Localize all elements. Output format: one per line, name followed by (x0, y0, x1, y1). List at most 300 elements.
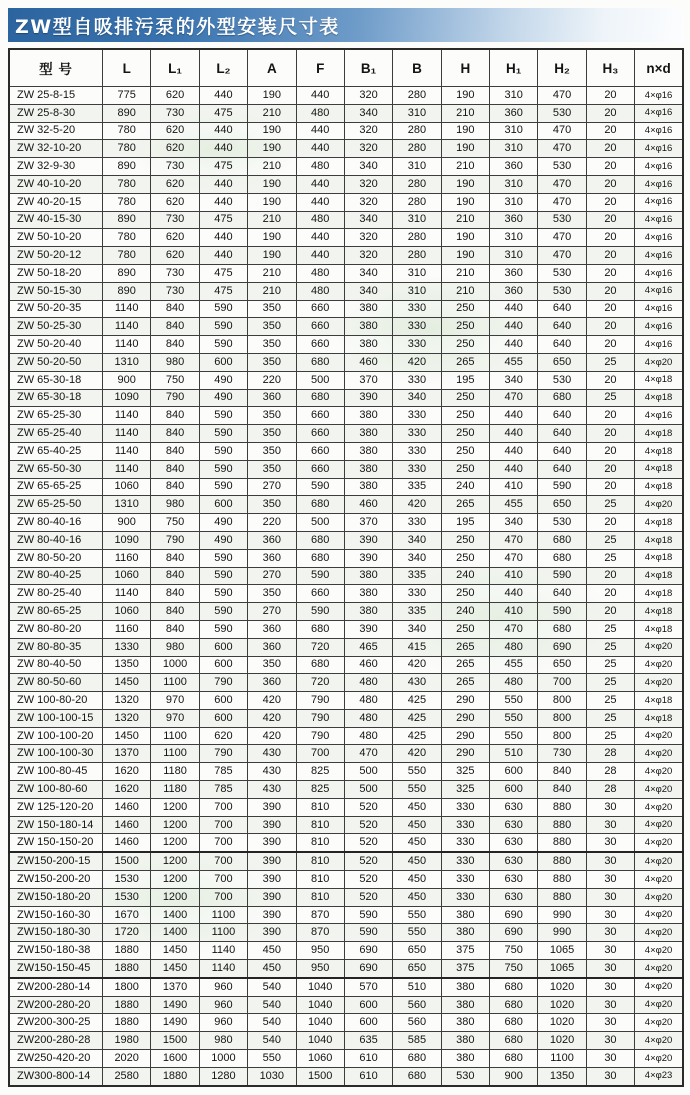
cell-value: 440 (199, 122, 247, 140)
cell-value: 310 (393, 104, 441, 122)
cell-value: 280 (393, 229, 441, 247)
cell-value: 630 (490, 852, 538, 870)
cell-value: 890 (103, 104, 151, 122)
cell-value: 455 (490, 496, 538, 514)
cell-value: 250 (441, 585, 489, 603)
cell-value: 25 (586, 674, 634, 692)
cell-value: 1000 (199, 1050, 247, 1068)
cell-value: 290 (441, 745, 489, 763)
cell-value: 4×φ18 (635, 531, 683, 549)
cell-value: 30 (586, 906, 634, 924)
cell-value: 320 (344, 140, 392, 158)
cell-value: 190 (248, 229, 296, 247)
cell-value: 190 (248, 122, 296, 140)
cell-value: 980 (151, 638, 199, 656)
cell-value: 540 (248, 1014, 296, 1032)
cell-value: 880 (538, 871, 586, 889)
cell-value: 470 (490, 549, 538, 567)
cell-model: ZW 65-30-18 (9, 371, 103, 389)
cell-value: 330 (441, 888, 489, 906)
cell-value: 1500 (151, 1032, 199, 1050)
cell-value: 455 (490, 656, 538, 674)
cell-value: 590 (538, 603, 586, 621)
cell-model: ZW 32-10-20 (9, 140, 103, 158)
cell-value: 415 (393, 638, 441, 656)
cell-value: 700 (199, 888, 247, 906)
cell-value: 500 (344, 763, 392, 781)
cell-value: 680 (538, 620, 586, 638)
cell-value: 680 (538, 549, 586, 567)
cell-value: 840 (151, 336, 199, 354)
cell-value: 25 (586, 531, 634, 549)
cell-value: 690 (538, 638, 586, 656)
cell-value: 490 (199, 389, 247, 407)
cell-value: 270 (248, 567, 296, 585)
cell-value: 1460 (103, 816, 151, 834)
cell-value: 430 (248, 763, 296, 781)
cell-value: 190 (441, 229, 489, 247)
table-row (9, 425, 683, 443)
cell-value: 540 (248, 1032, 296, 1050)
cell-model: ZW 80-40-16 (9, 531, 103, 549)
cell-value: 25 (586, 692, 634, 710)
cell-value: 960 (199, 996, 247, 1014)
cell-value: 800 (538, 709, 586, 727)
cell-value: 250 (441, 318, 489, 336)
cell-value: 780 (103, 247, 151, 265)
cell-value: 4×φ20 (635, 852, 683, 870)
cell-model: ZW 65-25-40 (9, 425, 103, 443)
cell-value: 360 (490, 282, 538, 300)
cell-value: 390 (248, 906, 296, 924)
cell-value: 475 (199, 211, 247, 229)
cell-value: 480 (344, 674, 392, 692)
table-row (9, 996, 683, 1014)
cell-value: 390 (248, 871, 296, 889)
cell-value: 550 (248, 1050, 296, 1068)
table-row (9, 763, 683, 781)
cell-value: 4×φ20 (635, 1014, 683, 1032)
cell-value: 250 (441, 460, 489, 478)
cell-value: 2020 (103, 1050, 151, 1068)
cell-value: 1140 (103, 442, 151, 460)
table-row (9, 229, 683, 247)
cell-value: 880 (538, 834, 586, 852)
cell-value: 560 (393, 1014, 441, 1032)
cell-value: 330 (393, 514, 441, 532)
cell-value: 950 (296, 942, 344, 960)
cell-model: ZW300-800-14 (9, 1067, 103, 1085)
table-row (9, 638, 683, 656)
table-row (9, 336, 683, 354)
cell-value: 730 (538, 745, 586, 763)
cell-value: 380 (441, 1032, 489, 1050)
cell-value: 335 (393, 603, 441, 621)
table-row (9, 300, 683, 318)
cell-value: 425 (393, 727, 441, 745)
cell-value: 620 (151, 229, 199, 247)
cell-value: 780 (103, 122, 151, 140)
cell-value: 750 (490, 960, 538, 978)
cell-value: 240 (441, 603, 489, 621)
cell-value: 4×φ18 (635, 442, 683, 460)
cell-value: 1100 (199, 924, 247, 942)
cell-value: 20 (586, 193, 634, 211)
cell-value: 840 (538, 763, 586, 781)
cell-value: 790 (296, 727, 344, 745)
cell-value: 660 (296, 425, 344, 443)
table-row (9, 656, 683, 674)
cell-value: 350 (248, 585, 296, 603)
cell-value: 20 (586, 425, 634, 443)
cell-value: 840 (151, 407, 199, 425)
cell-value: 440 (296, 229, 344, 247)
cell-value: 420 (248, 727, 296, 745)
cell-value: 440 (199, 140, 247, 158)
cell-value: 480 (296, 104, 344, 122)
cell-value: 590 (199, 425, 247, 443)
cell-value: 450 (393, 816, 441, 834)
cell-value: 1800 (103, 978, 151, 996)
cell-value: 640 (538, 407, 586, 425)
cell-value: 1020 (538, 1032, 586, 1050)
cell-value: 1100 (151, 674, 199, 692)
cell-value: 470 (538, 122, 586, 140)
cell-model: ZW250-420-20 (9, 1050, 103, 1068)
cell-value: 4×φ20 (635, 906, 683, 924)
cell-value: 350 (248, 442, 296, 460)
cell-value: 840 (151, 549, 199, 567)
cell-value: 360 (248, 389, 296, 407)
cell-value: 690 (344, 960, 392, 978)
cell-value: 1490 (151, 1014, 199, 1032)
cell-value: 680 (296, 620, 344, 638)
cell-value: 470 (490, 389, 538, 407)
cell-value: 30 (586, 888, 634, 906)
cell-value: 730 (151, 264, 199, 282)
cell-value: 1200 (151, 888, 199, 906)
table-row (9, 871, 683, 889)
cell-value: 265 (441, 674, 489, 692)
cell-value: 390 (344, 620, 392, 638)
cell-value: 1530 (103, 871, 151, 889)
cell-value: 590 (296, 603, 344, 621)
cell-value: 25 (586, 549, 634, 567)
cell-value: 540 (248, 978, 296, 996)
cell-value: 20 (586, 175, 634, 193)
cell-value: 520 (344, 852, 392, 870)
cell-value: 700 (199, 798, 247, 816)
cell-value: 680 (393, 1050, 441, 1068)
cell-value: 480 (296, 158, 344, 176)
cell-value: 840 (151, 603, 199, 621)
cell-value: 610 (344, 1050, 392, 1068)
cell-value: 460 (344, 496, 392, 514)
cell-value: 390 (248, 924, 296, 942)
cell-value: 4×φ16 (635, 229, 683, 247)
cell-value: 1100 (199, 906, 247, 924)
cell-model: ZW 100-80-45 (9, 763, 103, 781)
cell-value: 1200 (151, 798, 199, 816)
cell-value: 20 (586, 140, 634, 158)
cell-value: 475 (199, 264, 247, 282)
cell-value: 4×φ20 (635, 727, 683, 745)
cell-value: 440 (296, 247, 344, 265)
cell-value: 30 (586, 816, 634, 834)
cell-value: 420 (393, 496, 441, 514)
cell-value: 380 (344, 567, 392, 585)
table-row (9, 87, 683, 105)
cell-value: 840 (151, 460, 199, 478)
cell-model: ZW 100-100-15 (9, 709, 103, 727)
cell-value: 590 (199, 460, 247, 478)
cell-value: 335 (393, 567, 441, 585)
cell-value: 530 (538, 264, 586, 282)
cell-value: 4×φ18 (635, 460, 683, 478)
cell-value: 330 (393, 371, 441, 389)
cell-value: 310 (393, 282, 441, 300)
cell-value: 650 (538, 353, 586, 371)
cell-value: 790 (296, 709, 344, 727)
cell-value: 1620 (103, 781, 151, 799)
cell-value: 810 (296, 834, 344, 852)
table-row (9, 692, 683, 710)
cell-value: 210 (248, 104, 296, 122)
cell-value: 520 (344, 834, 392, 852)
cell-value: 870 (296, 924, 344, 942)
cell-value: 530 (538, 282, 586, 300)
cell-value: 325 (441, 763, 489, 781)
cell-value: 1030 (248, 1067, 296, 1085)
cell-value: 590 (199, 407, 247, 425)
cell-value: 340 (490, 371, 538, 389)
cell-value: 340 (490, 514, 538, 532)
cell-value: 840 (151, 567, 199, 585)
cell-value: 190 (248, 87, 296, 105)
cell-value: 210 (248, 211, 296, 229)
cell-value: 290 (441, 692, 489, 710)
cell-value: 600 (199, 496, 247, 514)
cell-value: 1460 (103, 798, 151, 816)
cell-value: 470 (490, 531, 538, 549)
cell-value: 350 (248, 300, 296, 318)
cell-value: 520 (344, 798, 392, 816)
cell-value: 1500 (296, 1067, 344, 1085)
cell-value: 380 (344, 425, 392, 443)
cell-value: 25 (586, 656, 634, 674)
cell-value: 190 (441, 175, 489, 193)
cell-value: 520 (344, 871, 392, 889)
cell-value: 310 (393, 158, 441, 176)
cell-value: 350 (248, 336, 296, 354)
cell-value: 4×φ16 (635, 158, 683, 176)
table-row (9, 960, 683, 978)
cell-value: 1330 (103, 638, 151, 656)
cell-value: 690 (490, 924, 538, 942)
cell-value: 440 (199, 247, 247, 265)
cell-value: 440 (199, 193, 247, 211)
cell-value: 680 (490, 1050, 538, 1068)
cell-model: ZW 100-100-20 (9, 727, 103, 745)
cell-value: 340 (393, 620, 441, 638)
cell-value: 20 (586, 603, 634, 621)
cell-value: 550 (490, 709, 538, 727)
cell-value: 330 (393, 425, 441, 443)
cell-value: 430 (248, 745, 296, 763)
cell-value: 380 (441, 1050, 489, 1068)
cell-value: 630 (490, 888, 538, 906)
cell-value: 490 (199, 514, 247, 532)
cell-model: ZW200-280-20 (9, 996, 103, 1014)
cell-value: 20 (586, 264, 634, 282)
cell-value: 640 (538, 442, 586, 460)
cell-value: 360 (490, 104, 538, 122)
cell-value: 590 (199, 442, 247, 460)
cell-value: 220 (248, 514, 296, 532)
cell-value: 970 (151, 709, 199, 727)
cell-value: 620 (151, 247, 199, 265)
cell-value: 590 (199, 603, 247, 621)
cell-value: 20 (586, 442, 634, 460)
column-header-model: 型 号 (9, 49, 103, 87)
cell-value: 520 (344, 816, 392, 834)
cell-value: 310 (490, 122, 538, 140)
cell-value: 750 (151, 371, 199, 389)
column-header-dim: B₁ (344, 49, 392, 87)
cell-value: 785 (199, 763, 247, 781)
cell-value: 1880 (103, 942, 151, 960)
cell-value: 790 (296, 692, 344, 710)
cell-value: 480 (296, 282, 344, 300)
table-row (9, 798, 683, 816)
cell-value: 550 (393, 763, 441, 781)
cell-value: 1140 (199, 960, 247, 978)
cell-value: 1880 (103, 996, 151, 1014)
cell-value: 210 (441, 282, 489, 300)
cell-value: 390 (248, 834, 296, 852)
cell-value: 4×φ16 (635, 211, 683, 229)
cell-value: 1065 (538, 942, 586, 960)
cell-value: 380 (344, 407, 392, 425)
cell-value: 700 (199, 816, 247, 834)
cell-value: 340 (344, 211, 392, 229)
cell-value: 440 (296, 193, 344, 211)
cell-value: 330 (393, 300, 441, 318)
cell-value: 800 (538, 727, 586, 745)
cell-value: 380 (344, 318, 392, 336)
cell-value: 4×φ18 (635, 709, 683, 727)
cell-value: 620 (151, 122, 199, 140)
cell-value: 30 (586, 1014, 634, 1032)
cell-value: 600 (199, 353, 247, 371)
cell-value: 700 (199, 852, 247, 870)
cell-value: 250 (441, 425, 489, 443)
cell-value: 4×φ20 (635, 924, 683, 942)
cell-model: ZW 80-50-20 (9, 549, 103, 567)
cell-value: 360 (490, 264, 538, 282)
table-head (9, 49, 683, 87)
cell-value: 455 (490, 353, 538, 371)
cell-value: 470 (538, 229, 586, 247)
cell-value: 440 (199, 175, 247, 193)
cell-value: 1040 (296, 1014, 344, 1032)
cell-value: 320 (344, 122, 392, 140)
table-row (9, 496, 683, 514)
cell-value: 330 (441, 816, 489, 834)
cell-value: 4×φ18 (635, 371, 683, 389)
cell-value: 1670 (103, 906, 151, 924)
table-row (9, 834, 683, 852)
cell-value: 410 (490, 603, 538, 621)
cell-value: 750 (151, 514, 199, 532)
cell-value: 950 (296, 960, 344, 978)
cell-value: 1140 (103, 336, 151, 354)
cell-value: 20 (586, 247, 634, 265)
cell-value: 430 (393, 674, 441, 692)
cell-value: 640 (538, 300, 586, 318)
cell-value: 470 (538, 247, 586, 265)
table-row (9, 442, 683, 460)
column-header-dim: H₃ (586, 49, 634, 87)
cell-value: 340 (393, 549, 441, 567)
cell-value: 4×φ20 (635, 798, 683, 816)
cell-value: 280 (393, 122, 441, 140)
cell-value: 730 (151, 104, 199, 122)
cell-value: 340 (344, 104, 392, 122)
cell-value: 630 (490, 816, 538, 834)
cell-model: ZW 50-15-30 (9, 282, 103, 300)
cell-value: 810 (296, 852, 344, 870)
cell-value: 1060 (103, 603, 151, 621)
cell-value: 360 (248, 549, 296, 567)
cell-value: 470 (538, 87, 586, 105)
cell-value: 360 (490, 158, 538, 176)
cell-value: 250 (441, 389, 489, 407)
cell-value: 530 (538, 371, 586, 389)
cell-value: 280 (393, 140, 441, 158)
cell-value: 600 (199, 638, 247, 656)
cell-value: 250 (441, 407, 489, 425)
cell-value: 500 (344, 781, 392, 799)
cell-value: 840 (538, 781, 586, 799)
table-row (9, 888, 683, 906)
cell-value: 390 (344, 549, 392, 567)
cell-value: 780 (103, 140, 151, 158)
cell-value: 480 (296, 211, 344, 229)
cell-model: ZW200-280-28 (9, 1032, 103, 1050)
cell-value: 28 (586, 745, 634, 763)
cell-value: 440 (296, 175, 344, 193)
cell-value: 1450 (103, 727, 151, 745)
cell-model: ZW 80-25-40 (9, 585, 103, 603)
cell-value: 630 (490, 798, 538, 816)
cell-model: ZW 80-80-20 (9, 620, 103, 638)
cell-value: 340 (393, 389, 441, 407)
cell-value: 210 (441, 104, 489, 122)
cell-value: 840 (151, 478, 199, 496)
cell-value: 20 (586, 460, 634, 478)
cell-value: 810 (296, 888, 344, 906)
cell-value: 590 (344, 906, 392, 924)
cell-value: 590 (344, 924, 392, 942)
cell-value: 4×φ16 (635, 318, 683, 336)
cell-value: 1450 (103, 674, 151, 692)
cell-value: 25 (586, 496, 634, 514)
cell-model: ZW 65-25-50 (9, 496, 103, 514)
table-row (9, 906, 683, 924)
cell-value: 530 (441, 1067, 489, 1085)
cell-value: 890 (103, 264, 151, 282)
